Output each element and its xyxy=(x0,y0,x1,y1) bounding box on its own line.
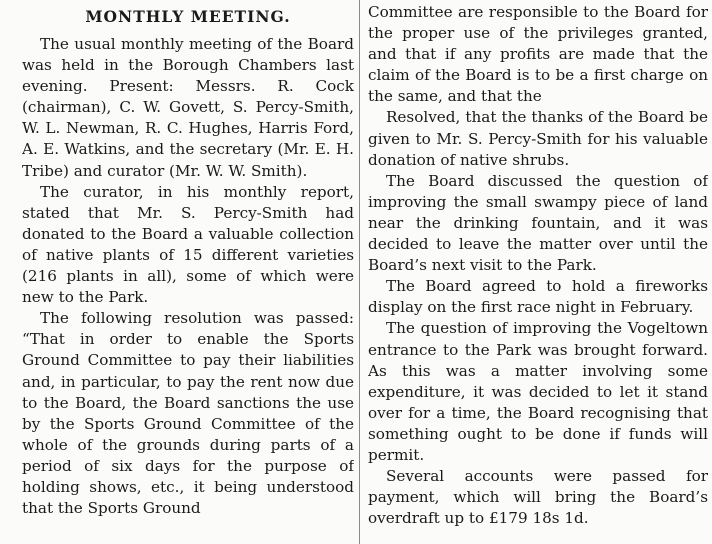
paragraph-thanks-resolution: Resolved, that the thanks of the Board be given to Mr. S. Percy-Smith for his valuable donation of native shrubs. xyxy=(368,108,708,169)
paragraph-vogeltown-entrance: The question of improving the Vogeltown entrance to the Park was brought forward. As this was a matter involving some expenditure, it was decided to let it stand over for a time, the Board recognising that something ought to be done if funds will permit. xyxy=(368,319,708,464)
paragraph-resolution-continued: Committee are responsible to the Board for the proper use of the privileges granted, and that if any profits are made that the claim of the Board is to be a first charge on the same, and that the xyxy=(368,3,708,106)
paragraph-curator-report: The curator, in his monthly report, stated that Mr. S. Percy-Smith had donated to the Board a valuable collection of native plants of 15 different varieties (216 plants in all), some of which were new to the Park. xyxy=(22,182,354,307)
paragraph-accounts: Several accounts were passed for payment, which will bring the Board’s overdraft up to £179 18s 1d. xyxy=(368,467,708,528)
right-column xyxy=(368,0,708,544)
left-column xyxy=(22,0,354,544)
paragraph-attendance: The usual monthly meeting of the Board was held in the Borough Chambers last evening. Present: Messrs. R. Cock (chairman), C. W. Govett, S. Percy-Smith, W. L. Newman, R. C. Hughes, Harris Ford, A. E. Watkins, and the secretary (Mr. E. H. Tribe) and curator (Mr. W. W. Smith). xyxy=(22,35,354,180)
column-divider xyxy=(359,0,360,544)
paragraph-fireworks: The Board agreed to hold a fireworks display on the first race night in February. xyxy=(368,277,708,317)
paragraph-resolution: The following resolution was passed: “That in order to enable the Sports Ground Committee to pay their liabilities and, in particular, to pay the rent now due to the Board, the Board sanctions the use by the Sports Ground Committee of the whole of the grounds during parts of a period of six days for the purpose of holding shows, etc., it being understood that the Sports Ground xyxy=(22,309,354,518)
paragraph-swampy-land: The Board discussed the question of improving the small swampy piece of land near the drinking fountain, and it was decided to leave the matter over until the Board’s next visit to the Park. xyxy=(368,171,708,275)
article-headline: MONTHLY MEETING. xyxy=(85,7,291,26)
